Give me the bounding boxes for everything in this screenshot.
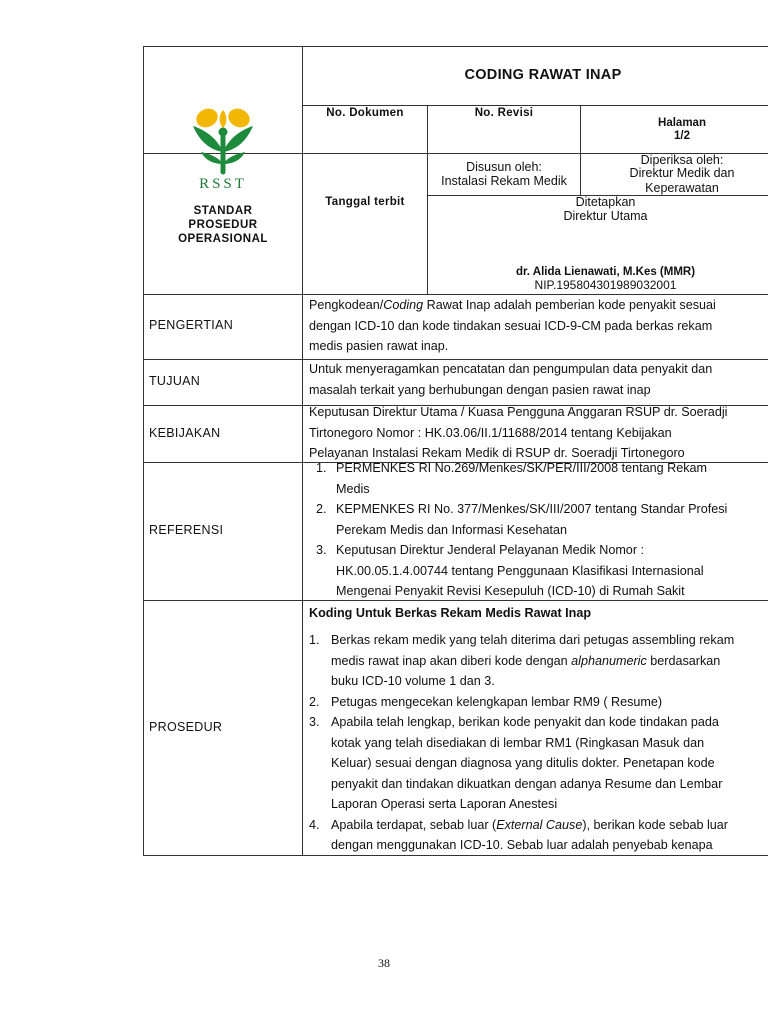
- prosedur-item: 1. Berkas rekam medik yang telah diterima dari petugas assembling rekam medis rawat inap akan diberi kode dengan alphanumeric berdasarkan buku ICD-10 volume 1 dan 3.: [309, 633, 735, 688]
- diperiksa-value-1: Direktur Medik dan: [629, 166, 735, 180]
- pengertian-line: medis pasien rawat inap.: [309, 339, 449, 353]
- prosedur-item: 4. Apabila terdapat, sebab luar (External Cause), berikan kode sebab luar dengan menggunakan ICD-10. Sebab luar adalah penyebab kenapa: [309, 817, 728, 852]
- diperiksa-value-2: Keperawatan: [645, 181, 719, 195]
- referensi-item: 2. KEPMENKES RI No. 377/Menkes/SK/III/2007 tentang Standar Profesi Perekam Medis dan Informasi Kesehatan: [316, 502, 728, 537]
- pengertian-label: PENGERTIAN: [149, 318, 234, 332]
- tujuan-line: masalah terkait yang berhubungan dengan pasien rawat inap: [309, 382, 651, 397]
- referensi-item: 1. PERMENKES RI No.269/Menkes/SK/PER/III/2008 tentang Rekam Medis: [316, 461, 707, 496]
- tanggal-terbit-label: Tanggal terbit: [325, 196, 405, 208]
- prosedur-item: 3. Apabila telah lengkap, berikan kode penyakit dan kode tindakan pada kotak yang telah disediakan di lembar RM1 (Ringkasan Masuk dan Keluar) sesuai dengan diagnosa yang ditulis dokter. Penetapan kode penyakit dan tindakan dikuatkan dengan adanya Resume dan Lembar Laporan Operasi serta Laporan Anestesi: [309, 715, 723, 811]
- logo-text: RSST: [199, 176, 247, 192]
- no-dokumen-label: No. Dokumen: [326, 107, 404, 119]
- kebijakan-line: Keputusan Direktur Utama / Kuasa Pengguna Anggaran RSUP dr. Soeradji: [309, 405, 728, 419]
- ditetapkan-label: Ditetapkan: [575, 195, 636, 209]
- disusun-label: Disusun oleh:: [466, 160, 542, 174]
- prosedur-item: 2. Petugas mengecekan kelengkapan lembar RM9 ( Resume): [309, 694, 663, 709]
- pengertian-line: dengan ICD-10 dan kode tindakan sesuai ICD-9-CM pada berkas rekam: [309, 318, 713, 333]
- halaman-label: Halaman: [658, 117, 706, 129]
- referensi-list: [309, 458, 768, 602]
- prosedur-label: PROSEDUR: [149, 720, 223, 734]
- pengertian-line: Pengkodean/Coding Rawat Inap adalah pemberian kode penyakit sesuai: [309, 298, 716, 312]
- prosedur-list: [309, 630, 768, 855]
- prosedur-heading: Koding Untuk Berkas Rekam Medis Rawat Inap: [309, 606, 592, 620]
- ditetapkan-value: Direktur Utama: [563, 209, 648, 223]
- document-title: CODING RAWAT INAP: [464, 67, 622, 83]
- no-revisi-label: No. Revisi: [474, 107, 534, 119]
- tujuan-label: TUJUAN: [149, 374, 201, 388]
- tujuan-text: [309, 359, 768, 400]
- tujuan-line: Untuk menyeragamkan pencatatan dan pengumpulan data penyakit dan: [309, 362, 713, 376]
- referensi-label: REFERENSI: [149, 523, 224, 537]
- referensi-item: 3. Keputusan Direktur Jenderal Pelayanan Medik Nomor : HK.00.05.1.4.00744 tentang Penggunaan Klasifikasi Internasional Mengenai Penyakit Revisi Kesepuluh (ICD-10) di Rumah Sakit: [316, 543, 704, 598]
- kebijakan-label: KEBIJAKAN: [149, 426, 221, 440]
- sop-label: STANDAR PROSEDUR OPERASIONAL: [178, 205, 268, 245]
- kebijakan-text: [309, 402, 768, 464]
- signer-nip: NIP.195804301989032001: [534, 278, 677, 292]
- page-number: 38: [378, 956, 390, 970]
- signer-name: dr. Alida Lienawati, M.Kes (MMR): [515, 266, 696, 278]
- kebijakan-line: Tirtonegoro Nomor : HK.03.06/II.1/11688/2014 tentang Kebijakan: [309, 425, 672, 440]
- disusun-value: Instalasi Rekam Medik: [441, 174, 567, 188]
- rsst-logo: [183, 100, 263, 196]
- halaman-value: 1/2: [674, 130, 690, 142]
- pengertian-text: [309, 295, 768, 357]
- sop-table: [143, 46, 768, 856]
- diperiksa-label: Diperiksa oleh:: [640, 153, 724, 167]
- kebijakan-line: Pelayanan Instalasi Rekam Medik di RSUP dr. Soeradji Tirtonegoro: [309, 446, 685, 460]
